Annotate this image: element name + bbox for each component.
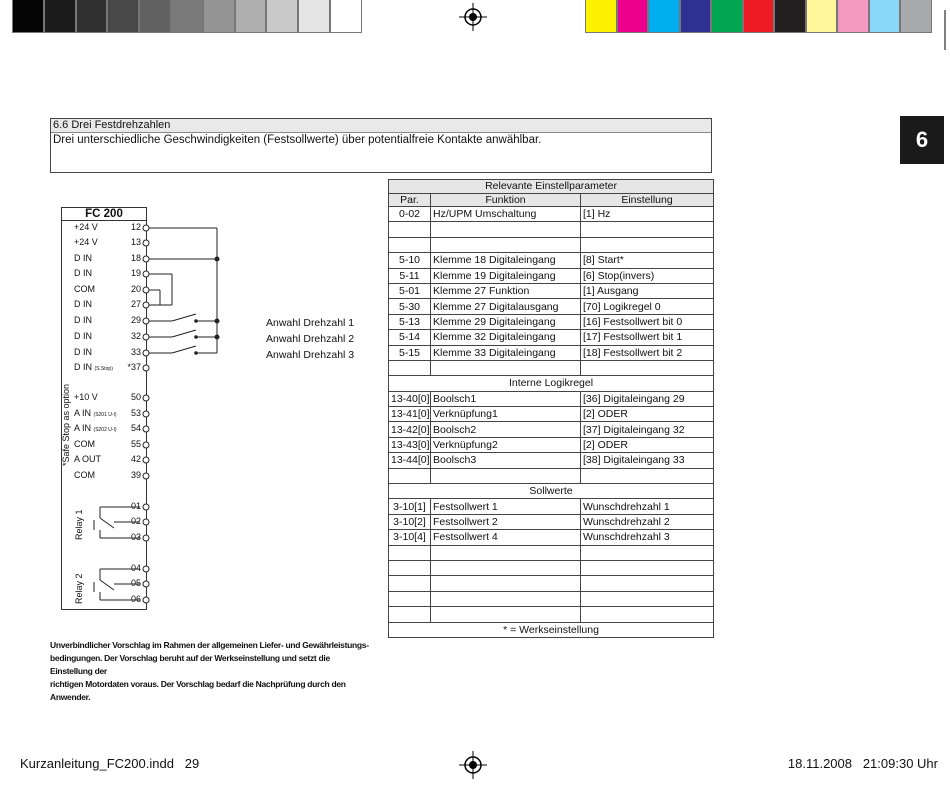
- terminal-connector: [143, 597, 149, 603]
- table-cell-funktion: [431, 560, 581, 575]
- disclaimer-line: Unverbindlicher Vorschlag im Rahmen der allgemeinen Liefer- und Gewährleistungs-: [50, 640, 369, 650]
- table-footnote: * = Werkseinstellung: [389, 622, 714, 637]
- terminal-connector: [143, 504, 149, 510]
- terminal-name: A IN: [74, 408, 92, 418]
- speed-select-label-1: Anwahl Drehzahl 1: [266, 317, 355, 329]
- table-row: [389, 345, 714, 360]
- table-cell-funktion: [431, 545, 581, 560]
- table-cell-einstellung: [581, 545, 714, 560]
- terminal-number: 01: [130, 501, 141, 511]
- table-cell-funktion: [431, 576, 581, 591]
- table-section-heading: Sollwerte: [389, 484, 714, 499]
- terminal-sublabel: (S.Stop): [94, 366, 113, 372]
- terminal-name: A OUT: [74, 454, 102, 464]
- terminal-connector: [143, 411, 149, 417]
- terminal-number: 20: [130, 284, 141, 294]
- terminal-name: +10 V: [74, 392, 98, 402]
- terminal-connector: [143, 365, 149, 371]
- disclaimer: [50, 639, 370, 704]
- table-row: [389, 560, 714, 575]
- table-row: [389, 376, 714, 391]
- table-cell-funktion: Klemme 18 Digitaleingang: [431, 253, 581, 268]
- table-row: [389, 514, 714, 529]
- table-row: [389, 484, 714, 499]
- table-row: [389, 268, 714, 283]
- terminal-connector: [143, 426, 149, 432]
- table-cell-par: [389, 591, 431, 606]
- table-row: [389, 299, 714, 314]
- table-row: [389, 591, 714, 606]
- table-cell-einstellung: [581, 576, 714, 591]
- table-cell-funktion: [431, 237, 581, 252]
- table-cell-einstellung: [581, 360, 714, 375]
- table-cell-funktion: Festsollwert 1: [431, 499, 581, 514]
- terminal-connector: [143, 287, 149, 293]
- relay2-label: Relay 2: [74, 573, 84, 604]
- table-cell-funktion: Hz/UPM Umschaltung: [431, 207, 581, 222]
- terminal-number: 04: [130, 563, 141, 573]
- table-cell-einstellung: Wunschdrehzahl 1: [581, 499, 714, 514]
- terminal-number: 55: [130, 439, 141, 449]
- table-row: [389, 391, 714, 406]
- table-row: [389, 453, 714, 468]
- table-cell-funktion: Klemme 32 Digitaleingang: [431, 330, 581, 345]
- table-cell-par: 0-02: [389, 207, 431, 222]
- terminal-connector: [143, 473, 149, 479]
- terminal-connector: [143, 334, 149, 340]
- terminal-number: 06: [130, 594, 141, 604]
- table-cell-funktion: [431, 222, 581, 237]
- table-cell-funktion: Klemme 27 Funktion: [431, 283, 581, 298]
- terminal-name: D IN: [74, 331, 92, 341]
- table-cell-einstellung: [16] Festsollwert bit 0: [581, 314, 714, 329]
- table-cell-par: 13-41[0]: [389, 407, 431, 422]
- table-cell-par: 3-10[4]: [389, 530, 431, 545]
- table-cell-einstellung: [2] ODER: [581, 437, 714, 452]
- terminal-name: D IN: [74, 347, 92, 357]
- disclaimer-line: bedingungen. Der Vorschlag beruht auf der Werkseinstellung und setzt die Einstellung der: [50, 653, 330, 676]
- table-footnote-row: [389, 622, 714, 637]
- table-cell-par: [389, 468, 431, 483]
- table-cell-par: 5-10: [389, 253, 431, 268]
- table-cell-par: [389, 560, 431, 575]
- table-row: [389, 468, 714, 483]
- table-cell-par: [389, 237, 431, 252]
- footer-timestamp: 18.11.2008 21:09:30 Uhr: [787, 756, 938, 771]
- table-cell-einstellung: [37] Digitaleingang 32: [581, 422, 714, 437]
- table-row: [389, 545, 714, 560]
- terminal-name: D IN: [74, 362, 92, 372]
- table-title: Relevante Einstellparameter: [389, 180, 714, 194]
- table-cell-funktion: Boolsch2: [431, 422, 581, 437]
- terminal-name: COM: [74, 439, 95, 449]
- table-cell-par: 5-13: [389, 314, 431, 329]
- table-row: [389, 407, 714, 422]
- table-row: [389, 207, 714, 222]
- table-row: [389, 499, 714, 514]
- terminal-name: COM: [74, 284, 95, 294]
- table-row: [389, 222, 714, 237]
- table-cell-einstellung: [1] Ausgang: [581, 283, 714, 298]
- column-header-einstellung: Einstellung: [581, 193, 714, 207]
- table-cell-einstellung: [581, 468, 714, 483]
- section-description: Drei unterschiedliche Geschwindigkeiten (Festsollwerte) über potentialfreie Kontakte anwählbar.: [53, 134, 542, 146]
- column-header-funktion: Funktion: [431, 193, 581, 207]
- terminal-number: *37: [127, 362, 141, 372]
- terminal-number: 05: [130, 578, 141, 588]
- terminal-number: 32: [130, 331, 141, 341]
- table-cell-einstellung: [581, 222, 714, 237]
- terminal-sublabel: (S202 U-I): [93, 427, 117, 433]
- terminal-name: A IN: [74, 423, 92, 433]
- table-cell-einstellung: Wunschdrehzahl 3: [581, 530, 714, 545]
- terminal-connector: [143, 581, 149, 587]
- terminal-connector: [143, 256, 149, 262]
- table-cell-einstellung: [581, 591, 714, 606]
- table-cell-einstellung: [581, 237, 714, 252]
- table-cell-par: [389, 607, 431, 622]
- table-cell-par: [389, 222, 431, 237]
- table-cell-par: 3-10[2]: [389, 514, 431, 529]
- table-row: [389, 607, 714, 622]
- terminal-number: 27: [130, 299, 141, 309]
- drive-model-label: FC 200: [61, 207, 147, 221]
- terminal-number: 03: [130, 532, 141, 542]
- table-cell-par: 5-14: [389, 330, 431, 345]
- table-cell-einstellung: [17] Festsollwert bit 1: [581, 330, 714, 345]
- table-cell-einstellung: [8] Start*: [581, 253, 714, 268]
- table-cell-einstellung: [1] Hz: [581, 207, 714, 222]
- terminal-number: 39: [130, 470, 141, 480]
- terminal-connector: [143, 225, 149, 231]
- table-section-heading: Interne Logikregel: [389, 376, 714, 391]
- terminal-number: 02: [130, 516, 141, 526]
- terminal-name: D IN: [74, 299, 92, 309]
- terminal-name: D IN: [74, 315, 92, 325]
- table-cell-einstellung: Wunschdrehzahl 2: [581, 514, 714, 529]
- safe-stop-note: *Safe Stop as option: [61, 383, 71, 466]
- table-row: [389, 530, 714, 545]
- table-cell-funktion: Klemme 33 Digitaleingang: [431, 345, 581, 360]
- table-row: [389, 576, 714, 591]
- table-cell-par: 5-01: [389, 283, 431, 298]
- speed-select-label-2: Anwahl Drehzahl 2: [266, 333, 355, 345]
- table-cell-einstellung: [36] Digitaleingang 29: [581, 391, 714, 406]
- terminal-connector: [143, 442, 149, 448]
- table-cell-funktion: Boolsch3: [431, 453, 581, 468]
- table-cell-einstellung: [2] ODER: [581, 407, 714, 422]
- table-row: [389, 283, 714, 298]
- terminal-name: COM: [74, 470, 95, 480]
- table-cell-einstellung: [70] Logikregel 0: [581, 299, 714, 314]
- table-cell-par: [389, 360, 431, 375]
- table-cell-funktion: [431, 591, 581, 606]
- disclaimer-line: richtigen Motordaten voraus. Der Vorschlag bedarf die Nachprüfung durch den Anwender.: [50, 679, 346, 702]
- table-cell-funktion: [431, 468, 581, 483]
- table-cell-par: 13-42[0]: [389, 422, 431, 437]
- table-cell-par: 3-10[1]: [389, 499, 431, 514]
- footer-file-info: Kurzanleitung_FC200.indd 29: [20, 756, 200, 771]
- terminal-number: 50: [130, 392, 141, 402]
- table-cell-par: 13-43[0]: [389, 437, 431, 452]
- terminal-number: 19: [130, 268, 141, 278]
- table-cell-funktion: Boolsch1: [431, 391, 581, 406]
- terminal-connector: [143, 395, 149, 401]
- terminal-number: 53: [130, 408, 141, 418]
- terminal-connector: [143, 457, 149, 463]
- terminal-number: 18: [130, 253, 141, 263]
- chapter-tab: 6: [900, 116, 944, 164]
- table-cell-funktion: Festsollwert 4: [431, 530, 581, 545]
- terminal-number: 54: [130, 423, 141, 433]
- terminal-connector: [143, 302, 149, 308]
- terminal-number: 33: [130, 347, 141, 357]
- section-title: 6.6 Drei Festdrehzahlen: [51, 119, 711, 133]
- table-cell-funktion: Klemme 29 Digitaleingang: [431, 314, 581, 329]
- table-row: [389, 422, 714, 437]
- terminal-number: 13: [130, 237, 141, 247]
- terminal-sublabel: (S201 U-I): [93, 412, 117, 418]
- terminal-connector: [143, 271, 149, 277]
- terminal-name: +24 V: [74, 222, 98, 232]
- table-cell-einstellung: [18] Festsollwert bit 2: [581, 345, 714, 360]
- table-cell-funktion: Verknüpfung2: [431, 437, 581, 452]
- table-cell-par: 5-30: [389, 299, 431, 314]
- table-cell-funktion: [431, 360, 581, 375]
- terminal-connector: [143, 318, 149, 324]
- speed-select-label-3: Anwahl Drehzahl 3: [266, 349, 355, 361]
- table-row: [389, 314, 714, 329]
- terminal-name: D IN: [74, 268, 92, 278]
- table-row: [389, 360, 714, 375]
- table-cell-funktion: Klemme 27 Digitalausgang: [431, 299, 581, 314]
- table-cell-einstellung: [6] Stop(invers): [581, 268, 714, 283]
- relay1-label: Relay 1: [74, 509, 84, 540]
- terminal-connector: [143, 566, 149, 572]
- table-row: [389, 330, 714, 345]
- terminal-number: 29: [130, 315, 141, 325]
- table-cell-einstellung: [38] Digitaleingang 33: [581, 453, 714, 468]
- terminal-name: +24 V: [74, 237, 98, 247]
- table-row: [389, 237, 714, 252]
- table-cell-par: [389, 576, 431, 591]
- table-cell-par: 5-11: [389, 268, 431, 283]
- table-cell-par: [389, 545, 431, 560]
- table-cell-funktion: Verknüpfung1: [431, 407, 581, 422]
- table-cell-funktion: Festsollwert 2: [431, 514, 581, 529]
- table-cell-par: 13-40[0]: [389, 391, 431, 406]
- terminal-connector: [143, 350, 149, 356]
- parameter-table: [388, 179, 714, 638]
- column-header-par: Par.: [389, 193, 431, 207]
- terminal-name: D IN: [74, 253, 92, 263]
- terminal-connector: [143, 535, 149, 541]
- terminal-connector: [143, 519, 149, 525]
- table-row: [389, 437, 714, 452]
- table-cell-par: 5-15: [389, 345, 431, 360]
- table-cell-einstellung: [581, 560, 714, 575]
- table-cell-par: 13-44[0]: [389, 453, 431, 468]
- terminal-number: 12: [130, 222, 141, 232]
- table-row: [389, 253, 714, 268]
- terminal-connector: [143, 240, 149, 246]
- table-cell-einstellung: [581, 607, 714, 622]
- table-cell-funktion: Klemme 19 Digitaleingang: [431, 268, 581, 283]
- terminal-number: 42: [130, 454, 141, 464]
- table-cell-funktion: [431, 607, 581, 622]
